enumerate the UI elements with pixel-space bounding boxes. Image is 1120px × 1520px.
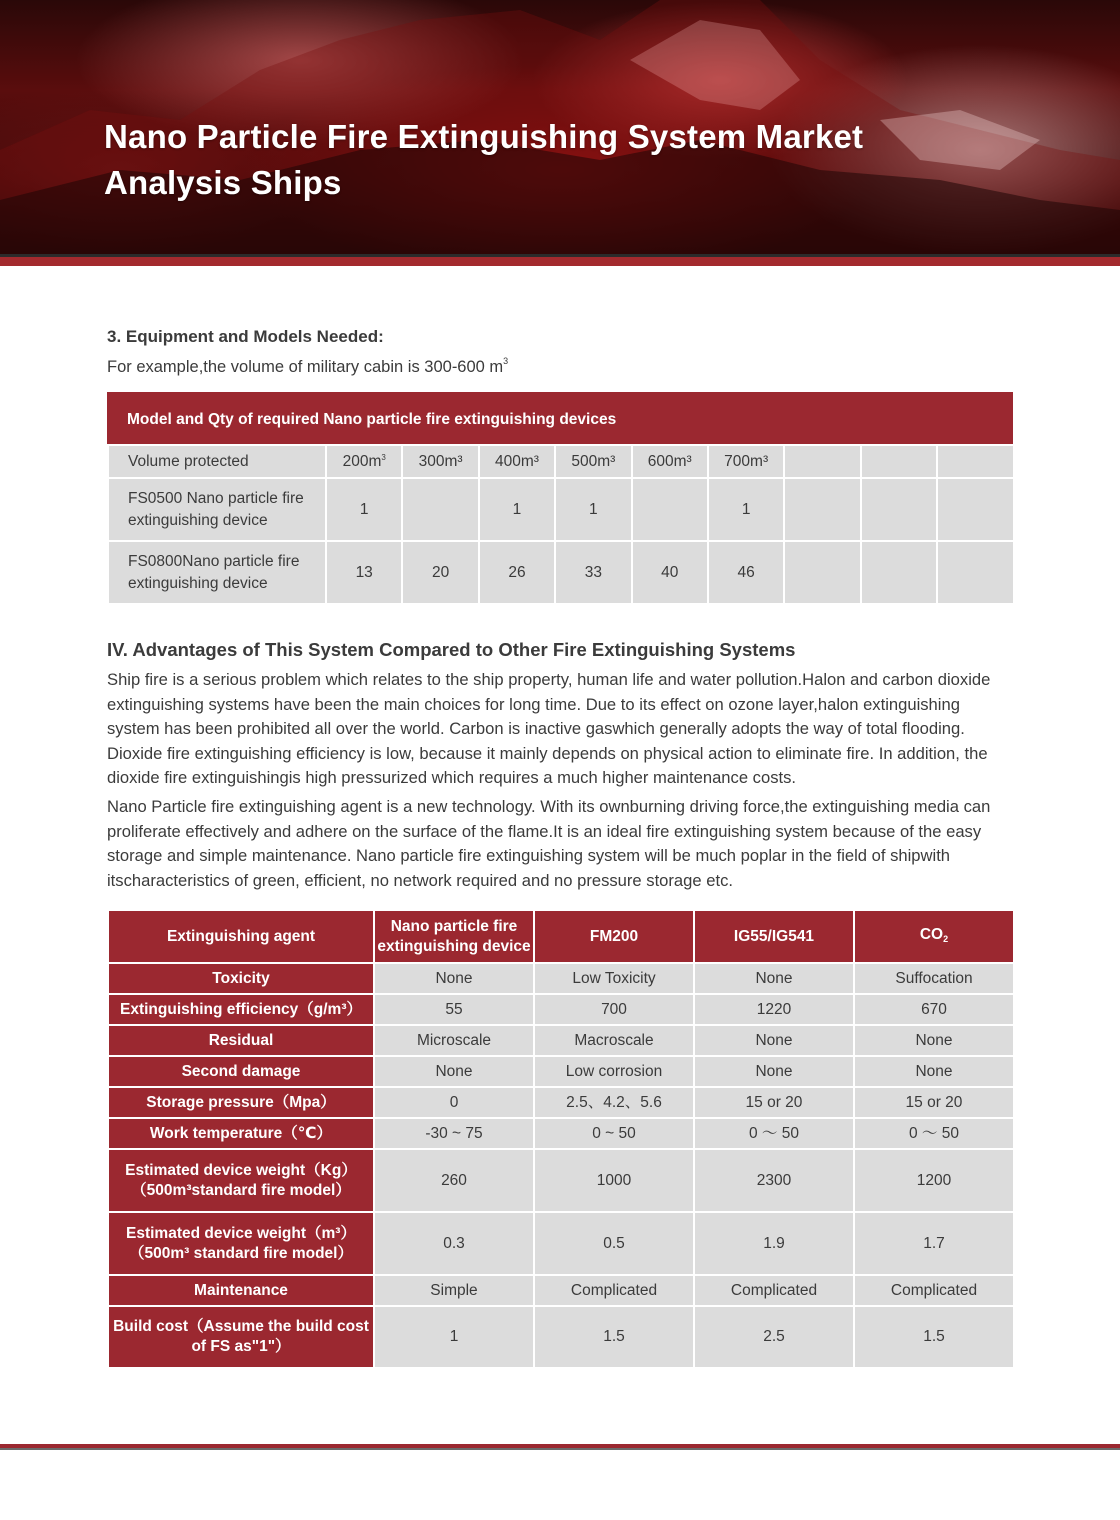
header-agent: Extinguishing agent xyxy=(108,910,374,963)
qty-cell: 1 xyxy=(708,478,784,541)
table-row xyxy=(108,963,1014,994)
table-row xyxy=(108,1025,1014,1056)
row-label: Storage pressure（Mpa） xyxy=(108,1087,374,1118)
table-cell: Complicated xyxy=(854,1275,1014,1306)
volume-cell: 700m³ xyxy=(708,445,784,478)
table-cell: Suffocation xyxy=(854,963,1014,994)
qty-cell xyxy=(937,478,1013,541)
table-cell: 15 or 20 xyxy=(854,1087,1014,1118)
models-grid xyxy=(107,444,1015,605)
qty-cell: 13 xyxy=(326,541,402,604)
row-label: Build cost（Assume the build cost of FS as"1"） xyxy=(108,1306,374,1368)
table-cell: None xyxy=(374,963,534,994)
intro-superscript: 3 xyxy=(503,356,509,366)
table-cell: Simple xyxy=(374,1275,534,1306)
table-cell: Microscale xyxy=(374,1025,534,1056)
header-co2: $CO_2$ xyxy=(854,910,1014,963)
comparison-header-row xyxy=(108,910,1014,963)
table-cell: -30 ~ 75 xyxy=(374,1118,534,1149)
qty-cell xyxy=(937,541,1013,604)
table-cell: 2.5、4.2、5.6 xyxy=(534,1087,694,1118)
table-cell: None xyxy=(854,1056,1014,1087)
qty-cell: 20 xyxy=(402,541,478,604)
header-banner xyxy=(0,0,1120,258)
section-3-heading: 3. Equipment and Models Needed: xyxy=(107,327,384,346)
models-table xyxy=(107,392,1013,605)
qty-cell xyxy=(784,478,860,541)
device-label: FS0800Nano particle fire extinguishing device xyxy=(108,541,326,604)
banner-divider xyxy=(0,254,1120,266)
table-row xyxy=(108,541,1014,604)
table-row xyxy=(108,994,1014,1025)
qty-cell xyxy=(402,478,478,541)
table-row xyxy=(108,1306,1014,1368)
table-cell: 0 ～ 50 xyxy=(854,1118,1014,1149)
row-label: Maintenance xyxy=(108,1275,374,1306)
volume-cell xyxy=(784,445,860,478)
qty-cell xyxy=(632,478,708,541)
qty-cell: 26 xyxy=(479,541,555,604)
table-cell: 0 ~ 50 xyxy=(534,1118,694,1149)
section-3-intro xyxy=(107,356,508,377)
page-title xyxy=(104,114,1004,206)
table-cell: Complicated xyxy=(534,1275,694,1306)
qty-cell xyxy=(861,478,937,541)
paragraph-2: Nano Particle fire extinguishing agent is a new technology. With its ownburning driving force,the extinguishing media can proliferate effectively and adhere on the surface of the flame.It is an ideal fire extinguishing system because of the easy storage and simple maintenance. Nano particle fire extinguishing system will be much poplar in the field of shipwith itscharacteristics of green, efficient, no network required and no pressure storage etc. xyxy=(107,797,991,890)
qty-cell xyxy=(861,541,937,604)
table-cell: 1.5 xyxy=(534,1306,694,1368)
volume-cell: 500m³ xyxy=(555,445,631,478)
table-cell: None xyxy=(694,1056,854,1087)
table-cell: None xyxy=(854,1025,1014,1056)
table-cell: None xyxy=(374,1056,534,1087)
row-label: Work temperature（℃） xyxy=(108,1118,374,1149)
row-label: Second damage xyxy=(108,1056,374,1087)
table-cell: 1 xyxy=(374,1306,534,1368)
table-cell: Low corrosion xyxy=(534,1056,694,1087)
table-cell: None xyxy=(694,1025,854,1056)
qty-cell: 1 xyxy=(479,478,555,541)
table-cell: Macroscale xyxy=(534,1025,694,1056)
row-label: Residual xyxy=(108,1025,374,1056)
table-cell: None xyxy=(694,963,854,994)
table-cell: 55 xyxy=(374,994,534,1025)
header-nano: Nano particle fire extinguishing device xyxy=(374,910,534,963)
volume-row xyxy=(108,445,1014,478)
models-table-title: Model and Qty of required Nano particle fire extinguishing devices xyxy=(107,392,1013,444)
section-4-heading: IV. Advantages of This System Compared to Other Fire Extinguishing Systems xyxy=(107,639,796,660)
volume-cell: $200m^3$ xyxy=(326,445,402,478)
table-cell: Low Toxicity xyxy=(534,963,694,994)
table-cell: 1200 xyxy=(854,1149,1014,1212)
table-cell: Complicated xyxy=(694,1275,854,1306)
device-label: FS0500 Nano particle fire extinguishing device xyxy=(108,478,326,541)
volume-cell xyxy=(937,445,1013,478)
table-row xyxy=(108,1118,1014,1149)
table-row xyxy=(108,1212,1014,1275)
table-cell: 15 or 20 xyxy=(694,1087,854,1118)
volume-label: Volume protected xyxy=(108,445,326,478)
volume-cell xyxy=(861,445,937,478)
table-row xyxy=(108,1149,1014,1212)
table-cell: 2300 xyxy=(694,1149,854,1212)
table-row xyxy=(108,478,1014,541)
table-cell: 0.3 xyxy=(374,1212,534,1275)
header-fm200: FM200 xyxy=(534,910,694,963)
table-row xyxy=(108,1275,1014,1306)
table-cell: 0 ～ 50 xyxy=(694,1118,854,1149)
table-cell: 0.5 xyxy=(534,1212,694,1275)
table-cell: 1220 xyxy=(694,994,854,1025)
row-label: Toxicity xyxy=(108,963,374,994)
qty-cell: 40 xyxy=(632,541,708,604)
row-label: Extinguishing efficiency（g/m³） xyxy=(108,994,374,1025)
volume-cell: 300m³ xyxy=(402,445,478,478)
table-cell: 260 xyxy=(374,1149,534,1212)
table-cell: 1000 xyxy=(534,1149,694,1212)
table-cell: 700 xyxy=(534,994,694,1025)
table-cell: 670 xyxy=(854,994,1014,1025)
title-line-1: Nano Particle Fire Extinguishing System Market xyxy=(104,118,864,155)
qty-cell: 1 xyxy=(326,478,402,541)
volume-cell: 400m³ xyxy=(479,445,555,478)
row-label: Estimated device weight（Kg） （500m³standard fire model） xyxy=(108,1149,374,1212)
title-line-2: Analysis Ships xyxy=(104,164,342,201)
table-row xyxy=(108,1056,1014,1087)
qty-cell: 1 xyxy=(555,478,631,541)
qty-cell: 46 xyxy=(708,541,784,604)
table-cell: 1.5 xyxy=(854,1306,1014,1368)
intro-text: For example,the volume of military cabin is 300-600 m xyxy=(107,358,504,376)
table-row xyxy=(108,1087,1014,1118)
footer-divider xyxy=(0,1444,1120,1450)
table-cell: 1.9 xyxy=(694,1212,854,1275)
qty-cell: 33 xyxy=(555,541,631,604)
comparison-table xyxy=(107,909,1015,1369)
volume-cell: 600m³ xyxy=(632,445,708,478)
row-label: Estimated device weight（m³） （500m³ standard fire model） xyxy=(108,1212,374,1275)
paragraph-1: Ship fire is a serious problem which relates to the ship property, human life and water pollution.Halon and carbon dioxide extinguishing systems have been the main choices for long time. Due to its effect on ozone layer,halon extinguishing system has been prohibited all over the world. Carbon is inactive gaswhich generally adopts the way of total flooding. Dioxide fire extinguishing efficiency is low, because it mainly depends on physical action to eliminate fire. In addition, the dioxide fire extinguishingis high pressurized which requires a much higher maintenance costs. xyxy=(107,670,991,787)
header-ig: IG55/IG541 xyxy=(694,910,854,963)
qty-cell xyxy=(784,541,860,604)
table-cell: 1.7 xyxy=(854,1212,1014,1275)
table-cell: 2.5 xyxy=(694,1306,854,1368)
table-cell: 0 xyxy=(374,1087,534,1118)
